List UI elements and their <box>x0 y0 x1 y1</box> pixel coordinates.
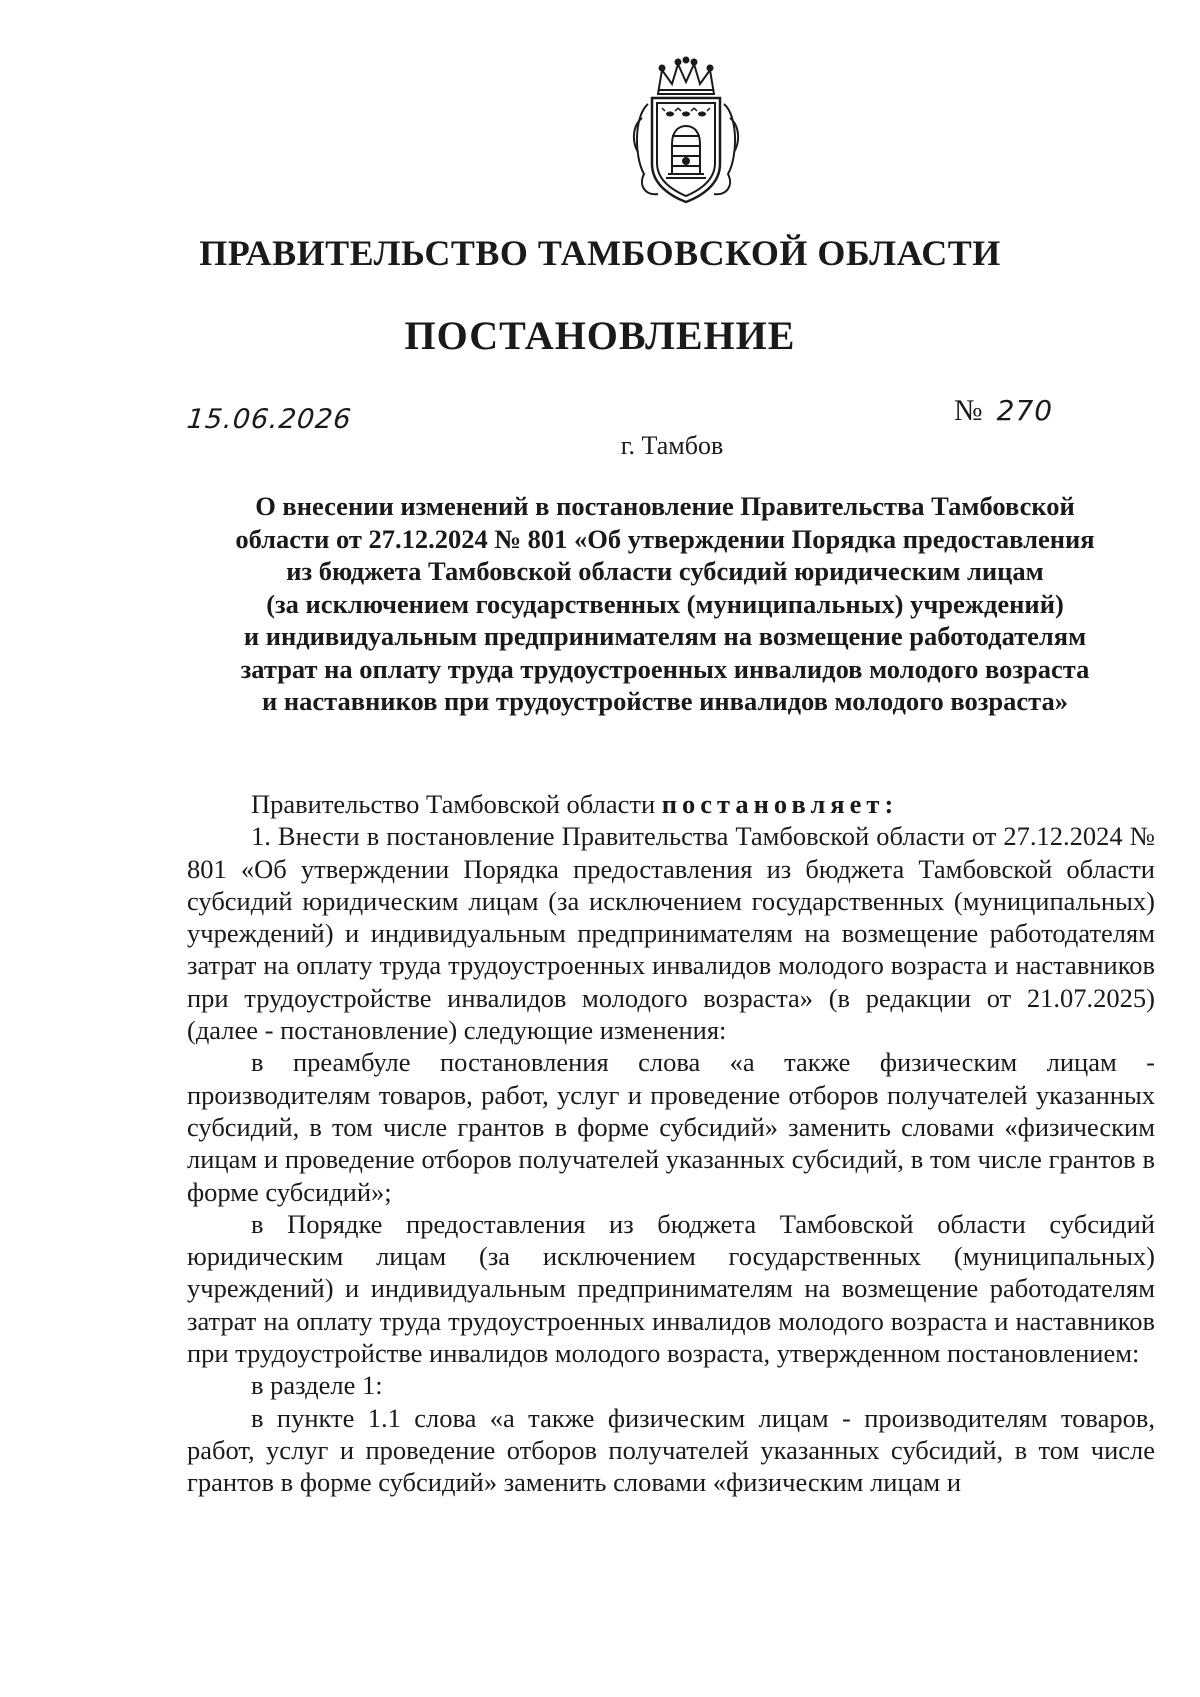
number-value: 270 <box>996 394 1054 427</box>
body-paragraph: в преамбуле постановления слова «а также физическим лицам - производителям товаров, работ, услуг и проведение отборов получателей указанных субсидий, в том числе грантов в форме субсидий» заменить словами «физическим лицам и проведение отборов получателей указанных субсидий, в том числе грантов в форме субсидий»; <box>187 1047 1155 1207</box>
city: г. Тамбов <box>620 431 724 460</box>
body-paragraph: в Порядке предоставления из бюджета Тамбовской области субсидий юридическим лицам (за исключением государственных (муниципальных) учреждений) и индивидуальным предпринимателям на возмещение работодателям затрат на оплату труда трудоустроенных инвалидов молодого возраста и наставников при трудоустройстве инвалидов молодого возраста, утвержденном постановлением: <box>187 1208 1155 1369</box>
intro-keyword: постановляет <box>661 789 885 819</box>
subject-line: области от 27.12.2024 № 801 «Об утверждении Порядка предоставления <box>235 523 1095 554</box>
body-paragraph: в пункте 1.1 слова «а также физическим лицам - производителям товаров, работ, услуг и проведение отборов получателей указанных субсидий, в том числе грантов в форме субсидий» заменить словами «физическим лицам и <box>187 1402 1155 1498</box>
subject-line: и индивидуальным предпринимателям на возмещение работодателям <box>243 621 1087 651</box>
intro-paragraph <box>187 788 1155 820</box>
subject-line: затрат на оплату труда трудоустроенных инвалидов молодого возраста <box>240 653 1090 684</box>
intro-prefix: Правительство Тамбовской области <box>251 789 662 819</box>
document-number <box>954 394 1053 428</box>
subject-line: и наставников при трудоустройстве инвалидов молодого возраста» <box>261 686 1069 716</box>
document-type: ПОСТАНОВЛЕНИЕ <box>404 313 796 358</box>
subject-line: (за исключением государственных (муниципальных) учреждений) <box>266 588 1064 619</box>
body-paragraph: в разделе 1: <box>251 1370 383 1401</box>
body-paragraph: 1. Внести в постановление Правительства Тамбовской области от 27.12.2024 № 801 «Об утверждении Порядка предоставления из бюджета Тамбовской области субсидий юридическим лицам (за исключением государственных (муниципальных) учреждений) и индивидуальным предпринимателям на возмещение работодателям затрат на оплату труда трудоустроенных инвалидов молодого возраста и наставников при трудоустройстве инвалидов молодого возраста» (в редакции от 21.07.2025) (далее - постановление) следующие изменения: <box>187 821 1155 1046</box>
subject-line: из бюджета Тамбовской области субсидий юридическим лицам <box>286 556 1044 586</box>
intro-suffix: : <box>884 789 899 819</box>
document-body <box>187 788 1155 1499</box>
subject-line: О внесении изменений в постановление Правительства Тамбовской <box>255 491 1075 521</box>
document-date: 15.06.2026 <box>185 404 354 435</box>
number-sign: № <box>954 394 983 427</box>
document-subject <box>195 490 1135 718</box>
org-title: ПРАВИТЕЛЬСТВО ТАМБОВСКОЙ ОБЛАСТИ <box>199 233 1001 273</box>
tambov-coat-of-arms-icon <box>628 56 744 206</box>
